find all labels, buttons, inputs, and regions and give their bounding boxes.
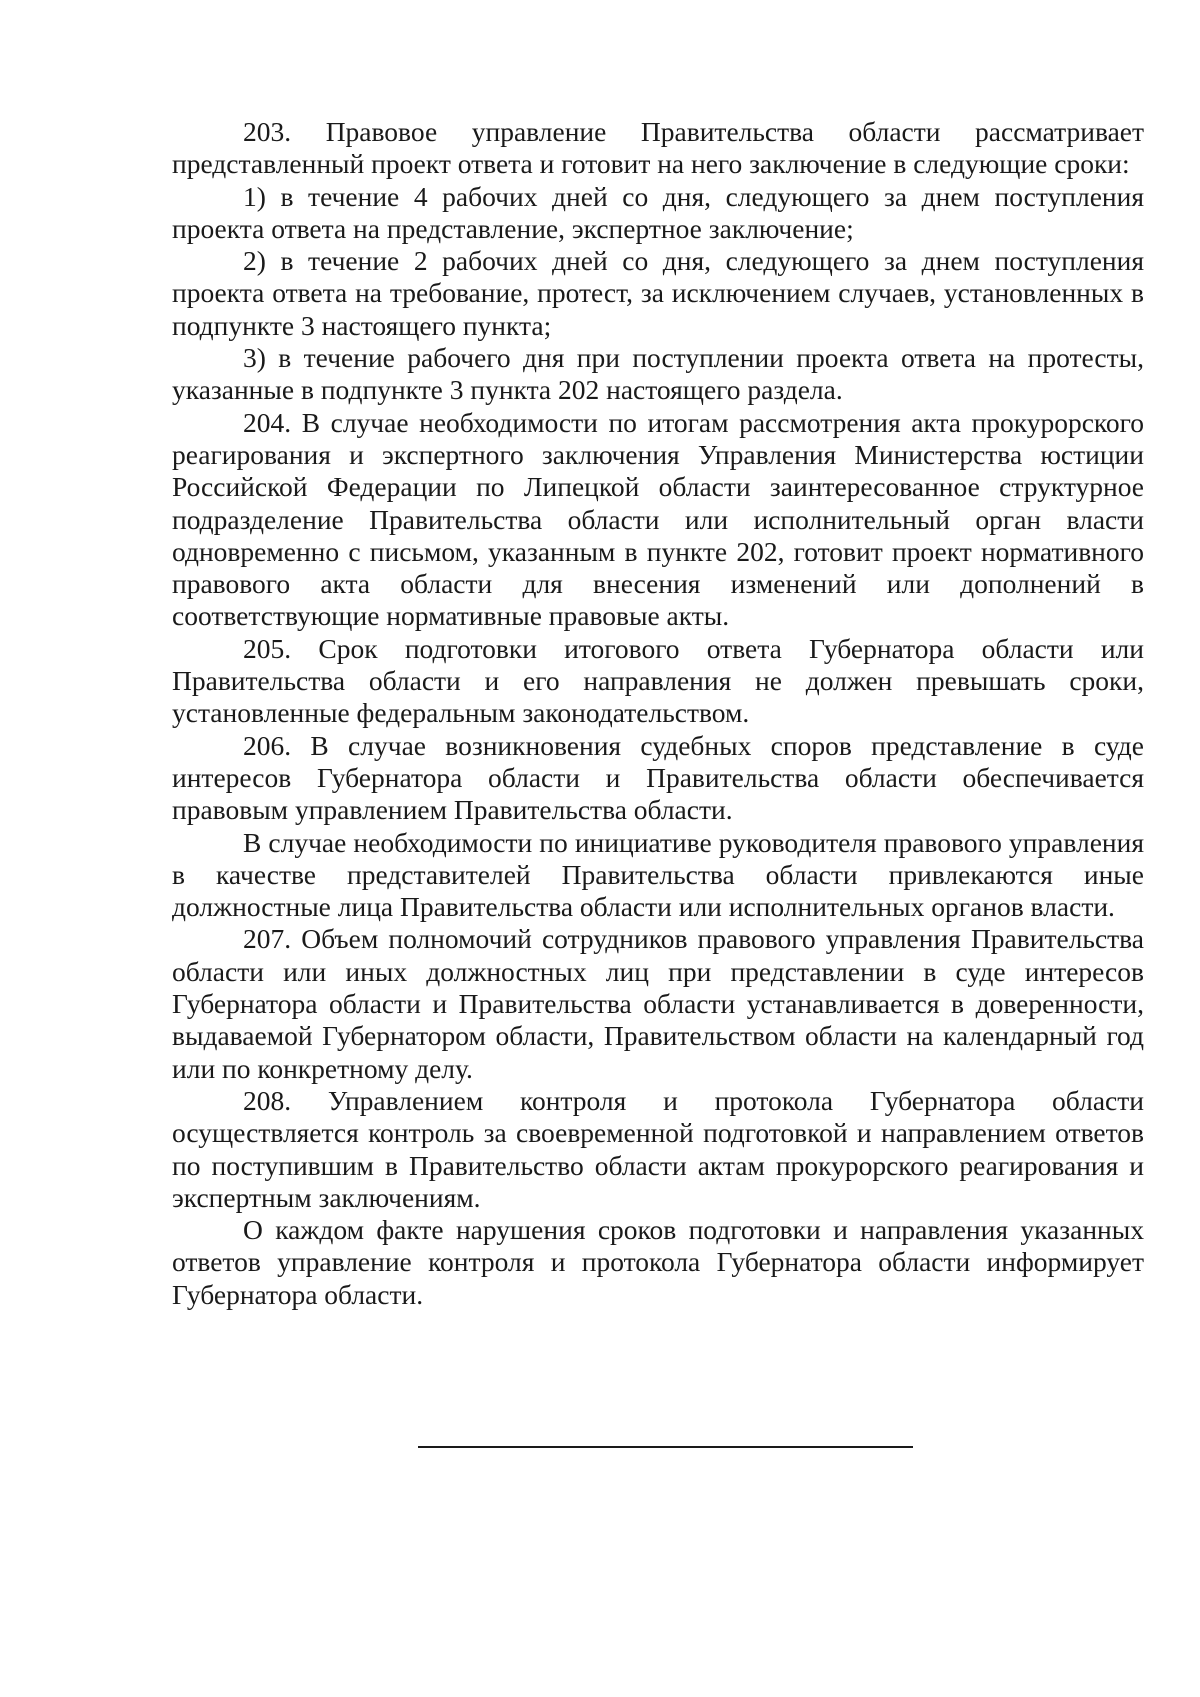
paragraph-205: 205. Срок подготовки итогового ответа Губернатора области или Правительства области и его направления не должен превышать сроки, установленные федеральным законодательством.: [172, 632, 1144, 729]
document-body: [172, 116, 1144, 1311]
paragraph-203-item-3: 3) в течение рабочего дня при поступлении проекта ответа на протесты, указанные в подпункте 3 пункта 202 настоящего раздела.: [172, 342, 1144, 406]
paragraph-208: 208. Управлением контроля и протокола Губернатора области осуществляется контроль за своевременной подготовкой и направлением ответов по поступившим в Правительство области актам прокурорского реагирования и экспертным заключениям.: [172, 1084, 1144, 1213]
paragraph-206: 206. В случае возникновения судебных споров представление в суде интересов Губернатора области и Правительства области обеспечивается правовым управлением Правительства области.: [172, 729, 1144, 826]
paragraph-207: 207. Объем полномочий сотрудников правового управления Правительства области или иных должностных лиц при представлении в суде интересов Губернатора области и Правительства области устанавливается в доверенности, выдаваемой Губернатором области, Правительством области на календарный год или по конкретному делу.: [172, 923, 1144, 1084]
end-of-document-divider: [418, 1446, 913, 1448]
paragraph-203-item-1: 1) в течение 4 рабочих дней со дня, следующего за днем поступления проекта ответа на представление, экспертное заключение;: [172, 180, 1144, 244]
paragraph-204: 204. В случае необходимости по итогам рассмотрения акта прокурорского реагирования и экспертного заключения Управления Министерства юстиции Российской Федерации по Липецкой области заинтересованное структурное подразделение Правительства области или исполнительный орган власти одновременно с письмом, указанным в пункте 202, готовит проект нормативного правового акта области для внесения изменений или дополнений в соответствующие нормативные правовые акты.: [172, 406, 1144, 632]
paragraph-208-continued: О каждом факте нарушения сроков подготовки и направления указанных ответов управление контроля и протокола Губернатора области информирует Губернатора области.: [172, 1214, 1144, 1310]
paragraph-206-continued: В случае необходимости по инициативе руководителя правового управления в качестве представителей Правительства области привлекаются иные должностные лица Правительства области или исполнительных органов власти.: [172, 826, 1144, 923]
paragraph-203: 203. Правовое управление Правительства области рассматривает представленный проект ответа и готовит на него заключение в следующие сроки:: [172, 116, 1144, 180]
paragraph-203-item-2: 2) в течение 2 рабочих дней со дня, следующего за днем поступления проекта ответа на требование, протест, за исключением случаев, установленных в подпункте 3 настоящего пункта;: [172, 245, 1144, 341]
